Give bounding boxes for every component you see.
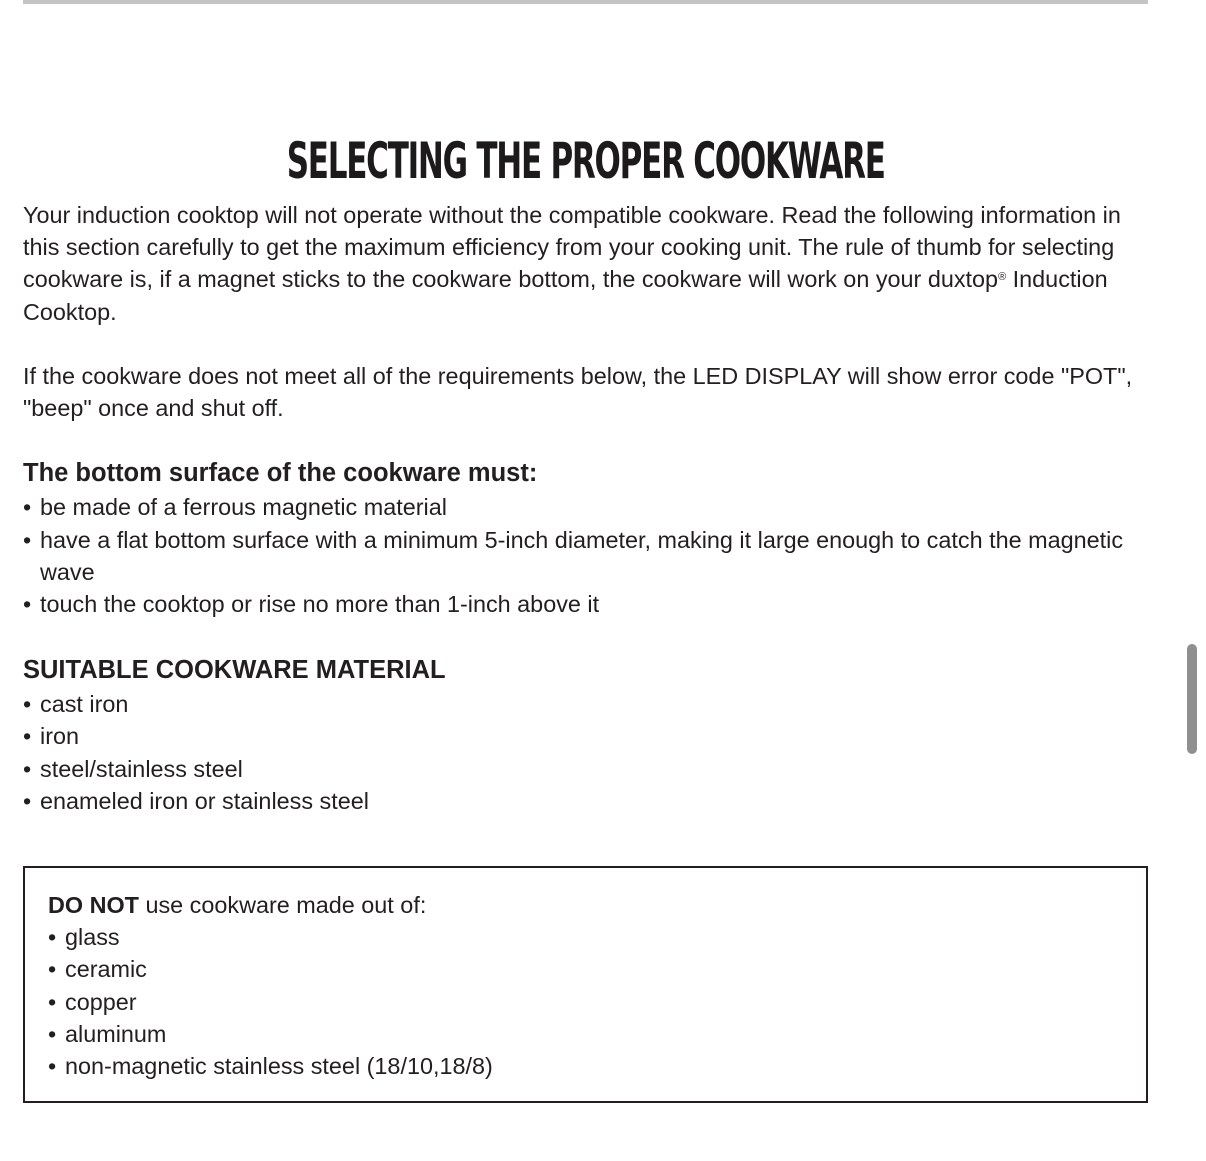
list-item: • enameled iron or stainless steel: [23, 785, 1153, 817]
list-item: • have a flat bottom surface with a minimum 5-inch diameter, making it large enough to catch the magnetic wave: [23, 524, 1153, 588]
vertical-scrollbar-thumb[interactable]: [1187, 644, 1197, 754]
do-not-emphasis: DO NOT: [48, 892, 139, 918]
list-item: • cast iron: [23, 688, 1153, 720]
suitable-materials-heading: SUITABLE COOKWARE MATERIAL: [23, 656, 446, 685]
list-item: • iron: [23, 720, 1153, 752]
suitable-materials-list: [23, 688, 1153, 817]
do-not-intro-text: use cookware made out of:: [138, 892, 427, 918]
document-body: [23, 199, 1153, 817]
requirements-heading: The bottom surface of the cookware must:: [23, 459, 538, 488]
requirements-list: [23, 491, 1153, 620]
list-item: • aluminum: [48, 1018, 493, 1050]
list-item: • glass: [48, 921, 493, 953]
do-not-use-list: [48, 921, 493, 1082]
do-not-use-box: [23, 866, 1148, 1103]
list-item: • touch the cooktop or rise no more than 1-inch above it: [23, 588, 1153, 620]
list-item: • copper: [48, 986, 493, 1018]
list-item: • steel/stainless steel: [23, 753, 1153, 785]
intro-text-end: Induction Cooktop.: [23, 266, 1108, 325]
intro-text: Your induction cooktop will not operate without the compatible cookware. Read the following information in this section carefully to get the maximum efficiency from your cooking unit. The rule of thumb for selecting cookware is, if a magnet sticks to the cookware bottom, the cookware will work on your duxtop: [23, 202, 1121, 293]
page-title: SELECTING THE PROPER COOKWARE: [286, 131, 885, 190]
intro-paragraph: [23, 199, 1153, 328]
top-divider: [23, 0, 1148, 4]
error-note-paragraph: If the cookware does not meet all of the requirements below, the LED DISPLAY will show error code "POT", "beep" once and shut off.: [23, 363, 1133, 422]
list-item: • non-magnetic stainless steel (18/10,18/8): [48, 1050, 493, 1082]
registered-mark: ®: [998, 271, 1007, 284]
do-not-use-content: [48, 889, 493, 1082]
list-item: • be made of a ferrous magnetic material: [23, 491, 1153, 523]
do-not-use-intro: [48, 889, 493, 921]
list-item: • ceramic: [48, 953, 493, 985]
